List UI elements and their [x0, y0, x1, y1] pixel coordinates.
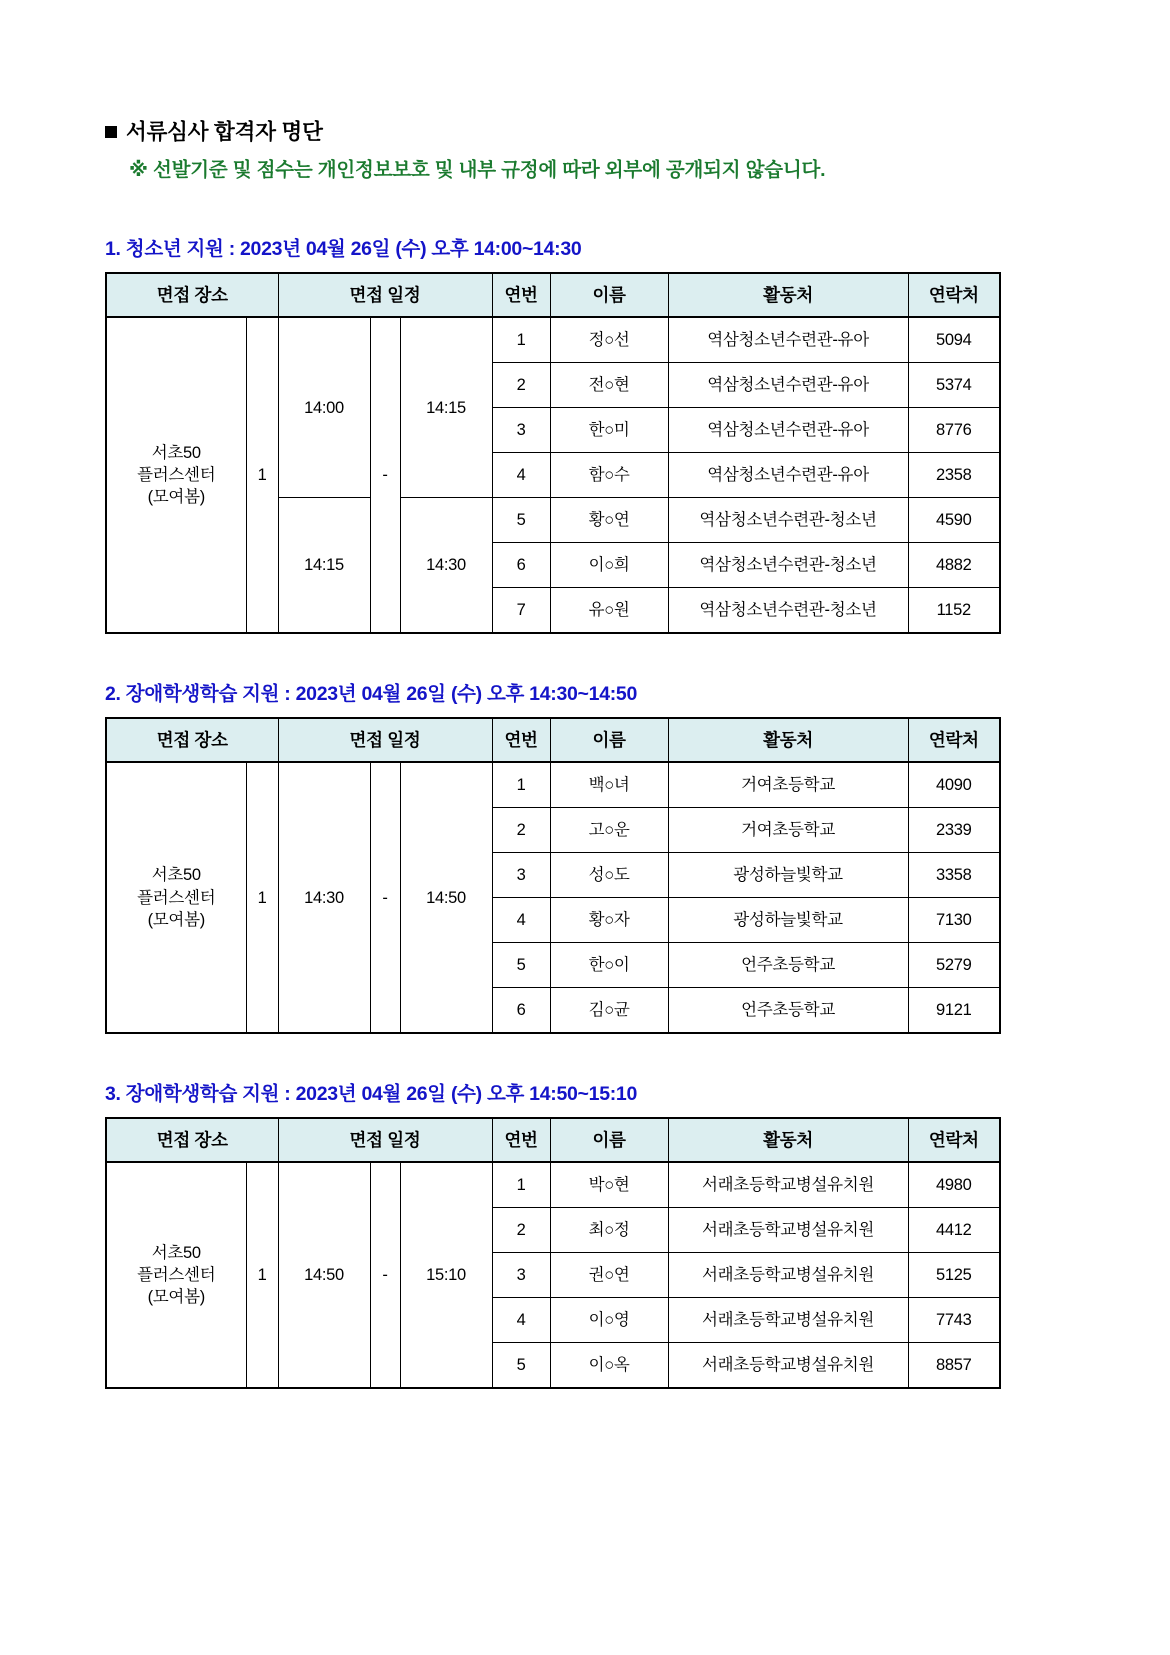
column-header-tel: 연락처: [908, 1118, 1000, 1162]
cell-org: 역삼청소년수련관-유아: [668, 317, 908, 363]
schedule-table: [105, 717, 1001, 1034]
cell-org: 광성하늘빛학교: [668, 898, 908, 943]
column-header-no: 연번: [492, 718, 550, 762]
sections-container: [105, 233, 1070, 1389]
place-line: (모여봄): [147, 910, 205, 929]
cell-org: 역삼청소년수련관-유아: [668, 363, 908, 408]
cell-name: 황○연: [550, 498, 668, 543]
cell-place: [106, 762, 246, 1033]
cell-org: 역삼청소년수련관-청소년: [668, 588, 908, 634]
cell-no: 7: [492, 588, 550, 634]
cell-end-time: 14:30: [400, 498, 492, 634]
cell-name: 백○녀: [550, 762, 668, 808]
place-line: (모여봄): [147, 1288, 205, 1307]
cell-start-time: 14:50: [278, 1162, 370, 1388]
place-line: 플러스센터: [137, 466, 216, 485]
filled-square-icon: [105, 126, 117, 138]
cell-org: 언주초등학교: [668, 988, 908, 1034]
cell-org: 역삼청소년수련관-청소년: [668, 498, 908, 543]
cell-tel: 3358: [908, 853, 1000, 898]
cell-no: 4: [492, 453, 550, 498]
cell-no: 2: [492, 808, 550, 853]
cell-org: 서래초등학교병설유치원: [668, 1253, 908, 1298]
cell-time-separator: -: [370, 317, 400, 633]
cell-tel: 5094: [908, 317, 1000, 363]
cell-no: 6: [492, 543, 550, 588]
cell-name: 최○정: [550, 1208, 668, 1253]
cell-org: 광성하늘빛학교: [668, 853, 908, 898]
place-line: 플러스센터: [137, 1266, 216, 1285]
cell-org: 서래초등학교병설유치원: [668, 1298, 908, 1343]
cell-place: [106, 317, 246, 633]
schedule-section: [105, 233, 1070, 634]
page-title: [105, 118, 1070, 147]
cell-room-number: 1: [246, 762, 278, 1033]
cell-no: 4: [492, 1298, 550, 1343]
cell-time-separator: -: [370, 1162, 400, 1388]
section-title: 3. 장애학생학습 지원 : 2023년 04월 26일 (수) 오후 14:50~15:10: [105, 1083, 638, 1106]
cell-tel: 4412: [908, 1208, 1000, 1253]
document-header: [105, 118, 1070, 183]
cell-tel: 2358: [908, 453, 1000, 498]
cell-org: 서래초등학교병설유치원: [668, 1208, 908, 1253]
table-row: [106, 1162, 1000, 1208]
cell-tel: 9121: [908, 988, 1000, 1034]
cell-tel: 8776: [908, 408, 1000, 453]
cell-start-time: 14:15: [278, 498, 370, 634]
column-header-name: 이름: [550, 273, 668, 317]
column-header-place: 면접 장소: [106, 1118, 278, 1162]
column-header-schedule: 면접 일정: [278, 1118, 492, 1162]
cell-end-time: 14:15: [400, 317, 492, 498]
cell-no: 2: [492, 363, 550, 408]
cell-no: 1: [492, 1162, 550, 1208]
cell-name: 정○선: [550, 317, 668, 363]
schedule-table: [105, 272, 1001, 634]
column-header-org: 활동처: [668, 273, 908, 317]
cell-tel: 5125: [908, 1253, 1000, 1298]
column-header-org: 활동처: [668, 1118, 908, 1162]
cell-start-time: 14:00: [278, 317, 370, 498]
section-title: 2. 장애학생학습 지원 : 2023년 04월 26일 (수) 오후 14:30~14:50: [105, 683, 638, 706]
cell-no: 3: [492, 853, 550, 898]
cell-no: 4: [492, 898, 550, 943]
column-header-no: 연번: [492, 1118, 550, 1162]
cell-org: 역삼청소년수련관-유아: [668, 408, 908, 453]
cell-no: 5: [492, 943, 550, 988]
cell-tel: 2339: [908, 808, 1000, 853]
column-header-place: 면접 장소: [106, 273, 278, 317]
cell-place: [106, 1162, 246, 1388]
cell-no: 5: [492, 498, 550, 543]
cell-name: 함○수: [550, 453, 668, 498]
schedule-section: [105, 1078, 1070, 1389]
cell-tel: 4590: [908, 498, 1000, 543]
cell-tel: 4980: [908, 1162, 1000, 1208]
cell-no: 6: [492, 988, 550, 1034]
cell-no: 2: [492, 1208, 550, 1253]
cell-tel: 4882: [908, 543, 1000, 588]
cell-org: 거여초등학교: [668, 762, 908, 808]
privacy-note: ※ 선발기준 및 점수는 개인정보보호 및 내부 규정에 따라 외부에 공개되지 않습니다.: [129, 159, 826, 182]
cell-room-number: 1: [246, 317, 278, 633]
cell-name: 성○도: [550, 853, 668, 898]
table-header-row: [106, 273, 1000, 317]
cell-tel: 1152: [908, 588, 1000, 634]
cell-name: 김○균: [550, 988, 668, 1034]
cell-tel: 8857: [908, 1343, 1000, 1389]
cell-end-time: 14:50: [400, 762, 492, 1033]
schedule-section: [105, 678, 1070, 1034]
table-header-row: [106, 1118, 1000, 1162]
cell-tel: 7743: [908, 1298, 1000, 1343]
table-header-row: [106, 718, 1000, 762]
cell-time-separator: -: [370, 762, 400, 1033]
column-header-name: 이름: [550, 718, 668, 762]
place-line: 플러스센터: [137, 888, 216, 907]
cell-no: 5: [492, 1343, 550, 1389]
section-title: 1. 청소년 지원 : 2023년 04월 26일 (수) 오후 14:00~14:30: [105, 238, 582, 261]
column-header-place: 면접 장소: [106, 718, 278, 762]
column-header-schedule: 면접 일정: [278, 718, 492, 762]
column-header-org: 활동처: [668, 718, 908, 762]
cell-org: 거여초등학교: [668, 808, 908, 853]
cell-name: 이○영: [550, 1298, 668, 1343]
page-title-text: 서류심사 합격자 명단: [126, 120, 323, 144]
cell-no: 3: [492, 408, 550, 453]
cell-no: 3: [492, 1253, 550, 1298]
cell-name: 유○원: [550, 588, 668, 634]
column-header-schedule: 면접 일정: [278, 273, 492, 317]
cell-name: 한○이: [550, 943, 668, 988]
cell-room-number: 1: [246, 1162, 278, 1388]
cell-start-time: 14:30: [278, 762, 370, 1033]
schedule-table: [105, 1117, 1001, 1389]
cell-end-time: 15:10: [400, 1162, 492, 1388]
column-header-name: 이름: [550, 1118, 668, 1162]
column-header-no: 연번: [492, 273, 550, 317]
cell-org: 언주초등학교: [668, 943, 908, 988]
cell-tel: 5374: [908, 363, 1000, 408]
place-line: 서초50: [151, 443, 201, 462]
table-row: [106, 762, 1000, 808]
cell-name: 이○희: [550, 543, 668, 588]
column-header-tel: 연락처: [908, 718, 1000, 762]
cell-no: 1: [492, 762, 550, 808]
cell-org: 서래초등학교병설유치원: [668, 1343, 908, 1389]
table-row: [106, 317, 1000, 363]
cell-tel: 5279: [908, 943, 1000, 988]
cell-org: 역삼청소년수련관-청소년: [668, 543, 908, 588]
cell-tel: 7130: [908, 898, 1000, 943]
cell-tel: 4090: [908, 762, 1000, 808]
place-line: 서초50: [151, 866, 201, 885]
cell-name: 박○현: [550, 1162, 668, 1208]
cell-name: 이○옥: [550, 1343, 668, 1389]
cell-org: 서래초등학교병설유치원: [668, 1162, 908, 1208]
cell-name: 한○미: [550, 408, 668, 453]
cell-name: 고○운: [550, 808, 668, 853]
cell-org: 역삼청소년수련관-유아: [668, 453, 908, 498]
cell-no: 1: [492, 317, 550, 363]
cell-name: 황○자: [550, 898, 668, 943]
place-line: (모여봄): [147, 488, 205, 507]
cell-name: 권○연: [550, 1253, 668, 1298]
column-header-tel: 연락처: [908, 273, 1000, 317]
place-line: 서초50: [151, 1243, 201, 1262]
cell-name: 전○현: [550, 363, 668, 408]
